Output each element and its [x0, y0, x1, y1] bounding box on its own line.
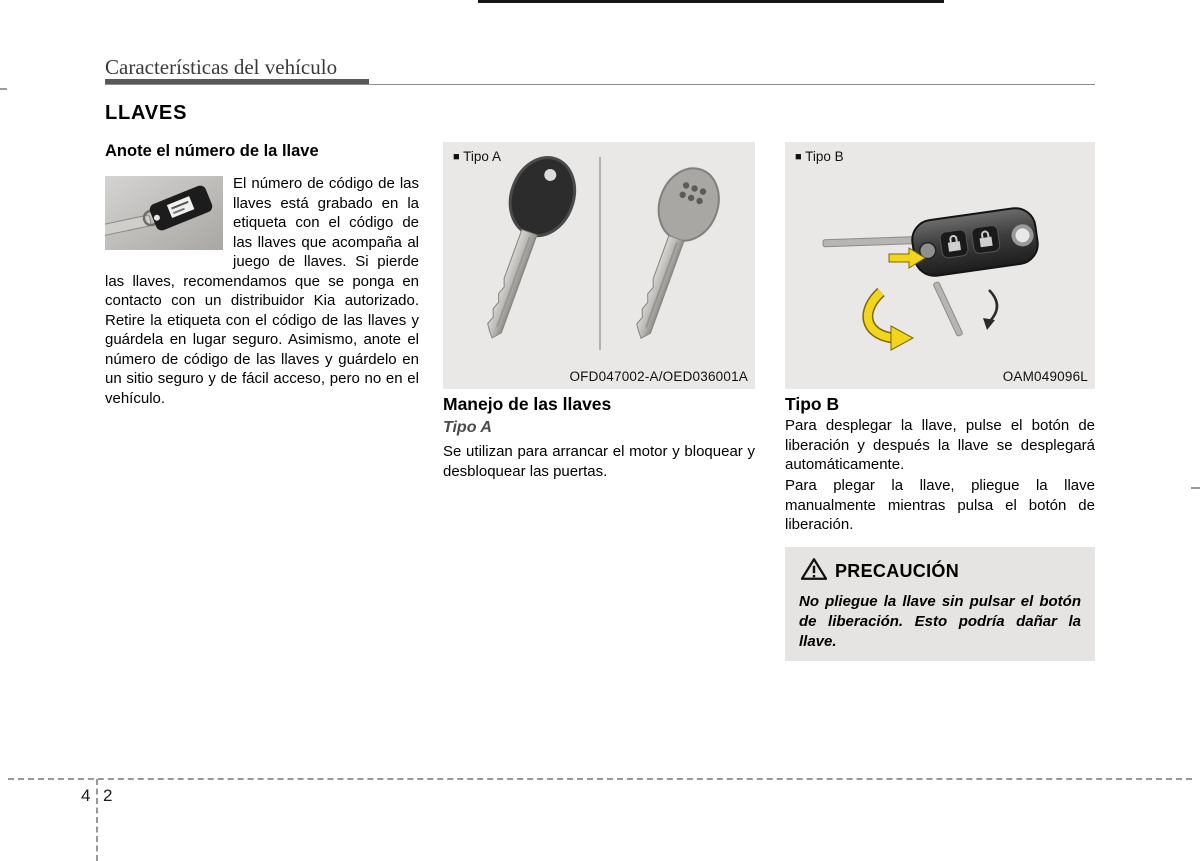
keys-illustration — [443, 142, 755, 389]
header-rule — [105, 84, 1095, 85]
right-registration-mark — [1191, 487, 1200, 489]
left-body-block — [105, 174, 419, 408]
figure-a-label — [453, 149, 501, 164]
subsection-title: Anote el número de la llave — [105, 142, 319, 160]
middle-subheading: Tipo A — [443, 419, 492, 436]
page-number: 2 — [103, 786, 113, 805]
figure-b-label-text: Tipo B — [805, 149, 844, 164]
caution-title: PRECAUCIÓN — [835, 561, 960, 581]
figure-b-marker: ■ — [795, 151, 802, 163]
warning-triangle-icon — [801, 557, 827, 586]
right-paragraph-1: Para desplegar la llave, pulse el botón de liberación y después la llave se desplegará automáticamente. — [785, 417, 1095, 473]
middle-heading: Manejo de las llaves — [443, 394, 612, 414]
figure-a-label-text: Tipo A — [463, 149, 501, 164]
figure-tipo-a — [443, 142, 755, 389]
fold-direction-arrowhead — [983, 318, 995, 330]
figure-b-caption: OAM049096L — [1002, 369, 1088, 384]
middle-body-text: Se utilizan para arrancar el motor y bloquear y desbloquear las puertas. — [443, 443, 755, 480]
right-paragraph-2: Para plegar la llave, pliegue la llave manualmente mientras pulsa el botón de liberación. — [785, 477, 1095, 533]
figure-a-caption: OFD047002-A/OED036001A — [569, 369, 748, 384]
chapter-number: 4 — [81, 786, 91, 805]
footer-dashed-rule — [8, 778, 1192, 780]
section-title: LLAVES — [105, 102, 188, 124]
flip-key-illustration — [785, 142, 1095, 389]
folded-blade — [933, 281, 963, 336]
key-code-tag-photo-art — [105, 176, 223, 250]
rotate-arrow-icon — [868, 292, 913, 350]
page-header-title: Características del vehículo — [105, 55, 338, 79]
flip-key-fob — [910, 206, 1041, 279]
caution-body-text: No pliegue la llave sin pulsar el botón de liberación. Esto podría dañar la llave. — [799, 593, 1081, 650]
footer-dashed-divider — [96, 779, 98, 861]
caution-box — [785, 547, 1095, 661]
caution-header — [801, 557, 1081, 586]
figure-a-marker: ■ — [453, 151, 460, 163]
blade-key-icon — [462, 148, 585, 348]
key-code-tag-photo — [105, 176, 223, 250]
figure-b-label — [795, 149, 844, 164]
left-registration-mark — [0, 88, 7, 90]
extended-blade — [823, 236, 925, 247]
left-body-text: El número de código de las llaves está grabado en la etiqueta con el código de las llaves que acompaña al juego de llaves. Si pierde las llaves, recomendamos que se ponga en contacto con un distribuidor Kia autorizado. Retire la etiqueta con el código de las llaves y guárdela en lugar seguro. Asimismo, anote el número de código de las llaves y guárdelo en un sitio seguro y de fácil acceso, pero no en el vehículo. — [105, 175, 419, 407]
right-heading: Tipo B — [785, 394, 840, 414]
scan-artifact-line — [478, 0, 944, 3]
left-column — [105, 102, 419, 408]
transponder-key-icon — [613, 160, 729, 348]
fold-direction-arrow-icon — [989, 290, 997, 322]
figure-tipo-b — [785, 142, 1095, 389]
